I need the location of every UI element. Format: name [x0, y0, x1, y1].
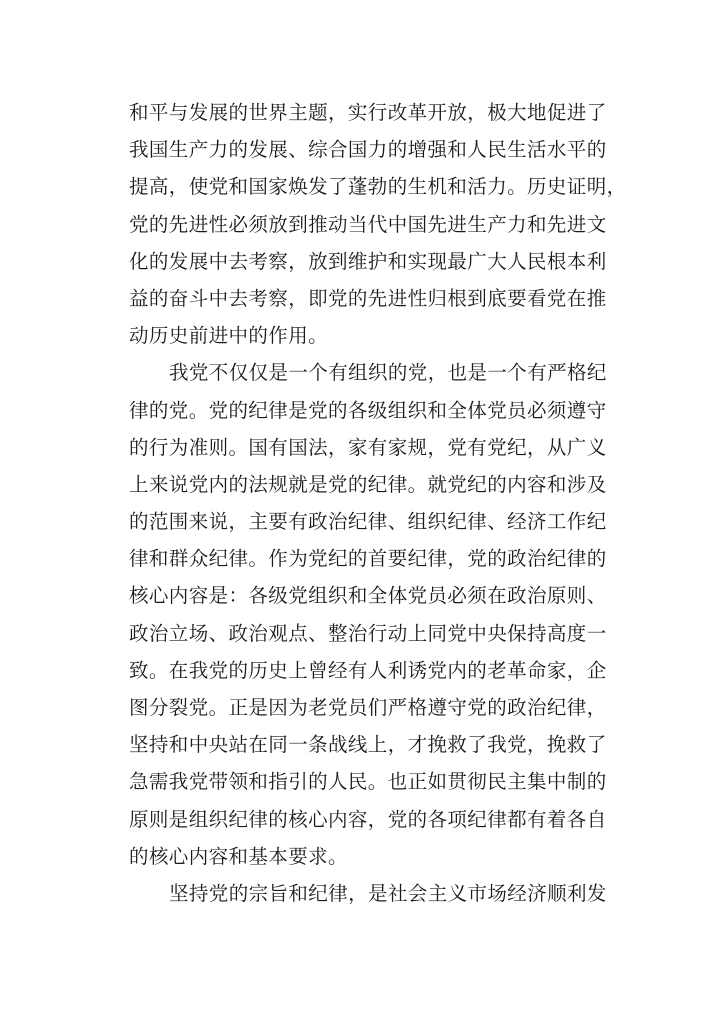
text-line: 提高，使党和国家焕发了蓬勃的生机和活力。历史证明，: [129, 175, 627, 199]
text-line: 和平与发展的世界主题，实行改革开放，极大地促进了: [129, 101, 607, 124]
text-line: 我国生产力的发展、综合国力的增强和人民生活水平的: [129, 138, 607, 162]
paragraph-1: [129, 94, 627, 354]
text-line: 律的党。党的纪律是党的各级组织和全体党员必须遵守: [129, 398, 607, 422]
text-line: 核心内容是：各级党组织和全体党员必须在政治原则、: [129, 584, 607, 608]
paragraph-2: [129, 354, 609, 875]
text-line: 的行为准则。国有国法，家有家规，党有党纪，从广义: [129, 435, 607, 459]
text-line: 政治立场、政治观点、整治行动上同党中央保持高度一: [129, 621, 607, 645]
document-body: [129, 94, 627, 912]
text-line: 的核心内容和基本要求。: [129, 844, 348, 868]
paragraph-3: [129, 875, 609, 912]
text-line: 的范围来说，主要有政治纪律、组织纪律、经济工作纪: [129, 510, 607, 534]
text-line: 动历史前进中的作用。: [129, 324, 329, 348]
text-line: 图分裂党。正是因为老党员们严格遵守党的政治纪律，: [129, 696, 607, 719]
text-line: 致。在我党的历史上曾经有人利诱党内的老革命家，企: [129, 658, 607, 682]
text-line: 坚持党的宗旨和纪律，是社会主义市场经济顺利发: [169, 881, 607, 905]
text-line: 党的先进性必须放到推动当代中国先进生产力和先进文: [129, 212, 607, 236]
text-line: 益的奋斗中去考察，即党的先进性归根到底要看党在推: [129, 286, 607, 310]
text-line: 化的发展中去考察，放到维护和实现最广大人民根本利: [129, 249, 607, 273]
text-line: 坚持和中央站在同一条战线上，才挽救了我党，挽救了: [129, 733, 607, 757]
text-line: 我党不仅仅是一个有组织的党，也是一个有严格纪: [169, 361, 607, 385]
text-line: 急需我党带领和指引的人民。也正如贯彻民主集中制的: [129, 770, 607, 794]
text-line: 律和群众纪律。作为党纪的首要纪律，党的政治纪律的: [129, 547, 607, 571]
text-line: 原则是组织纪律的核心内容，党的各项纪律都有着各自: [129, 807, 607, 831]
text-line: 上来说党内的法规就是党的纪律。就党纪的内容和涉及: [129, 472, 607, 496]
